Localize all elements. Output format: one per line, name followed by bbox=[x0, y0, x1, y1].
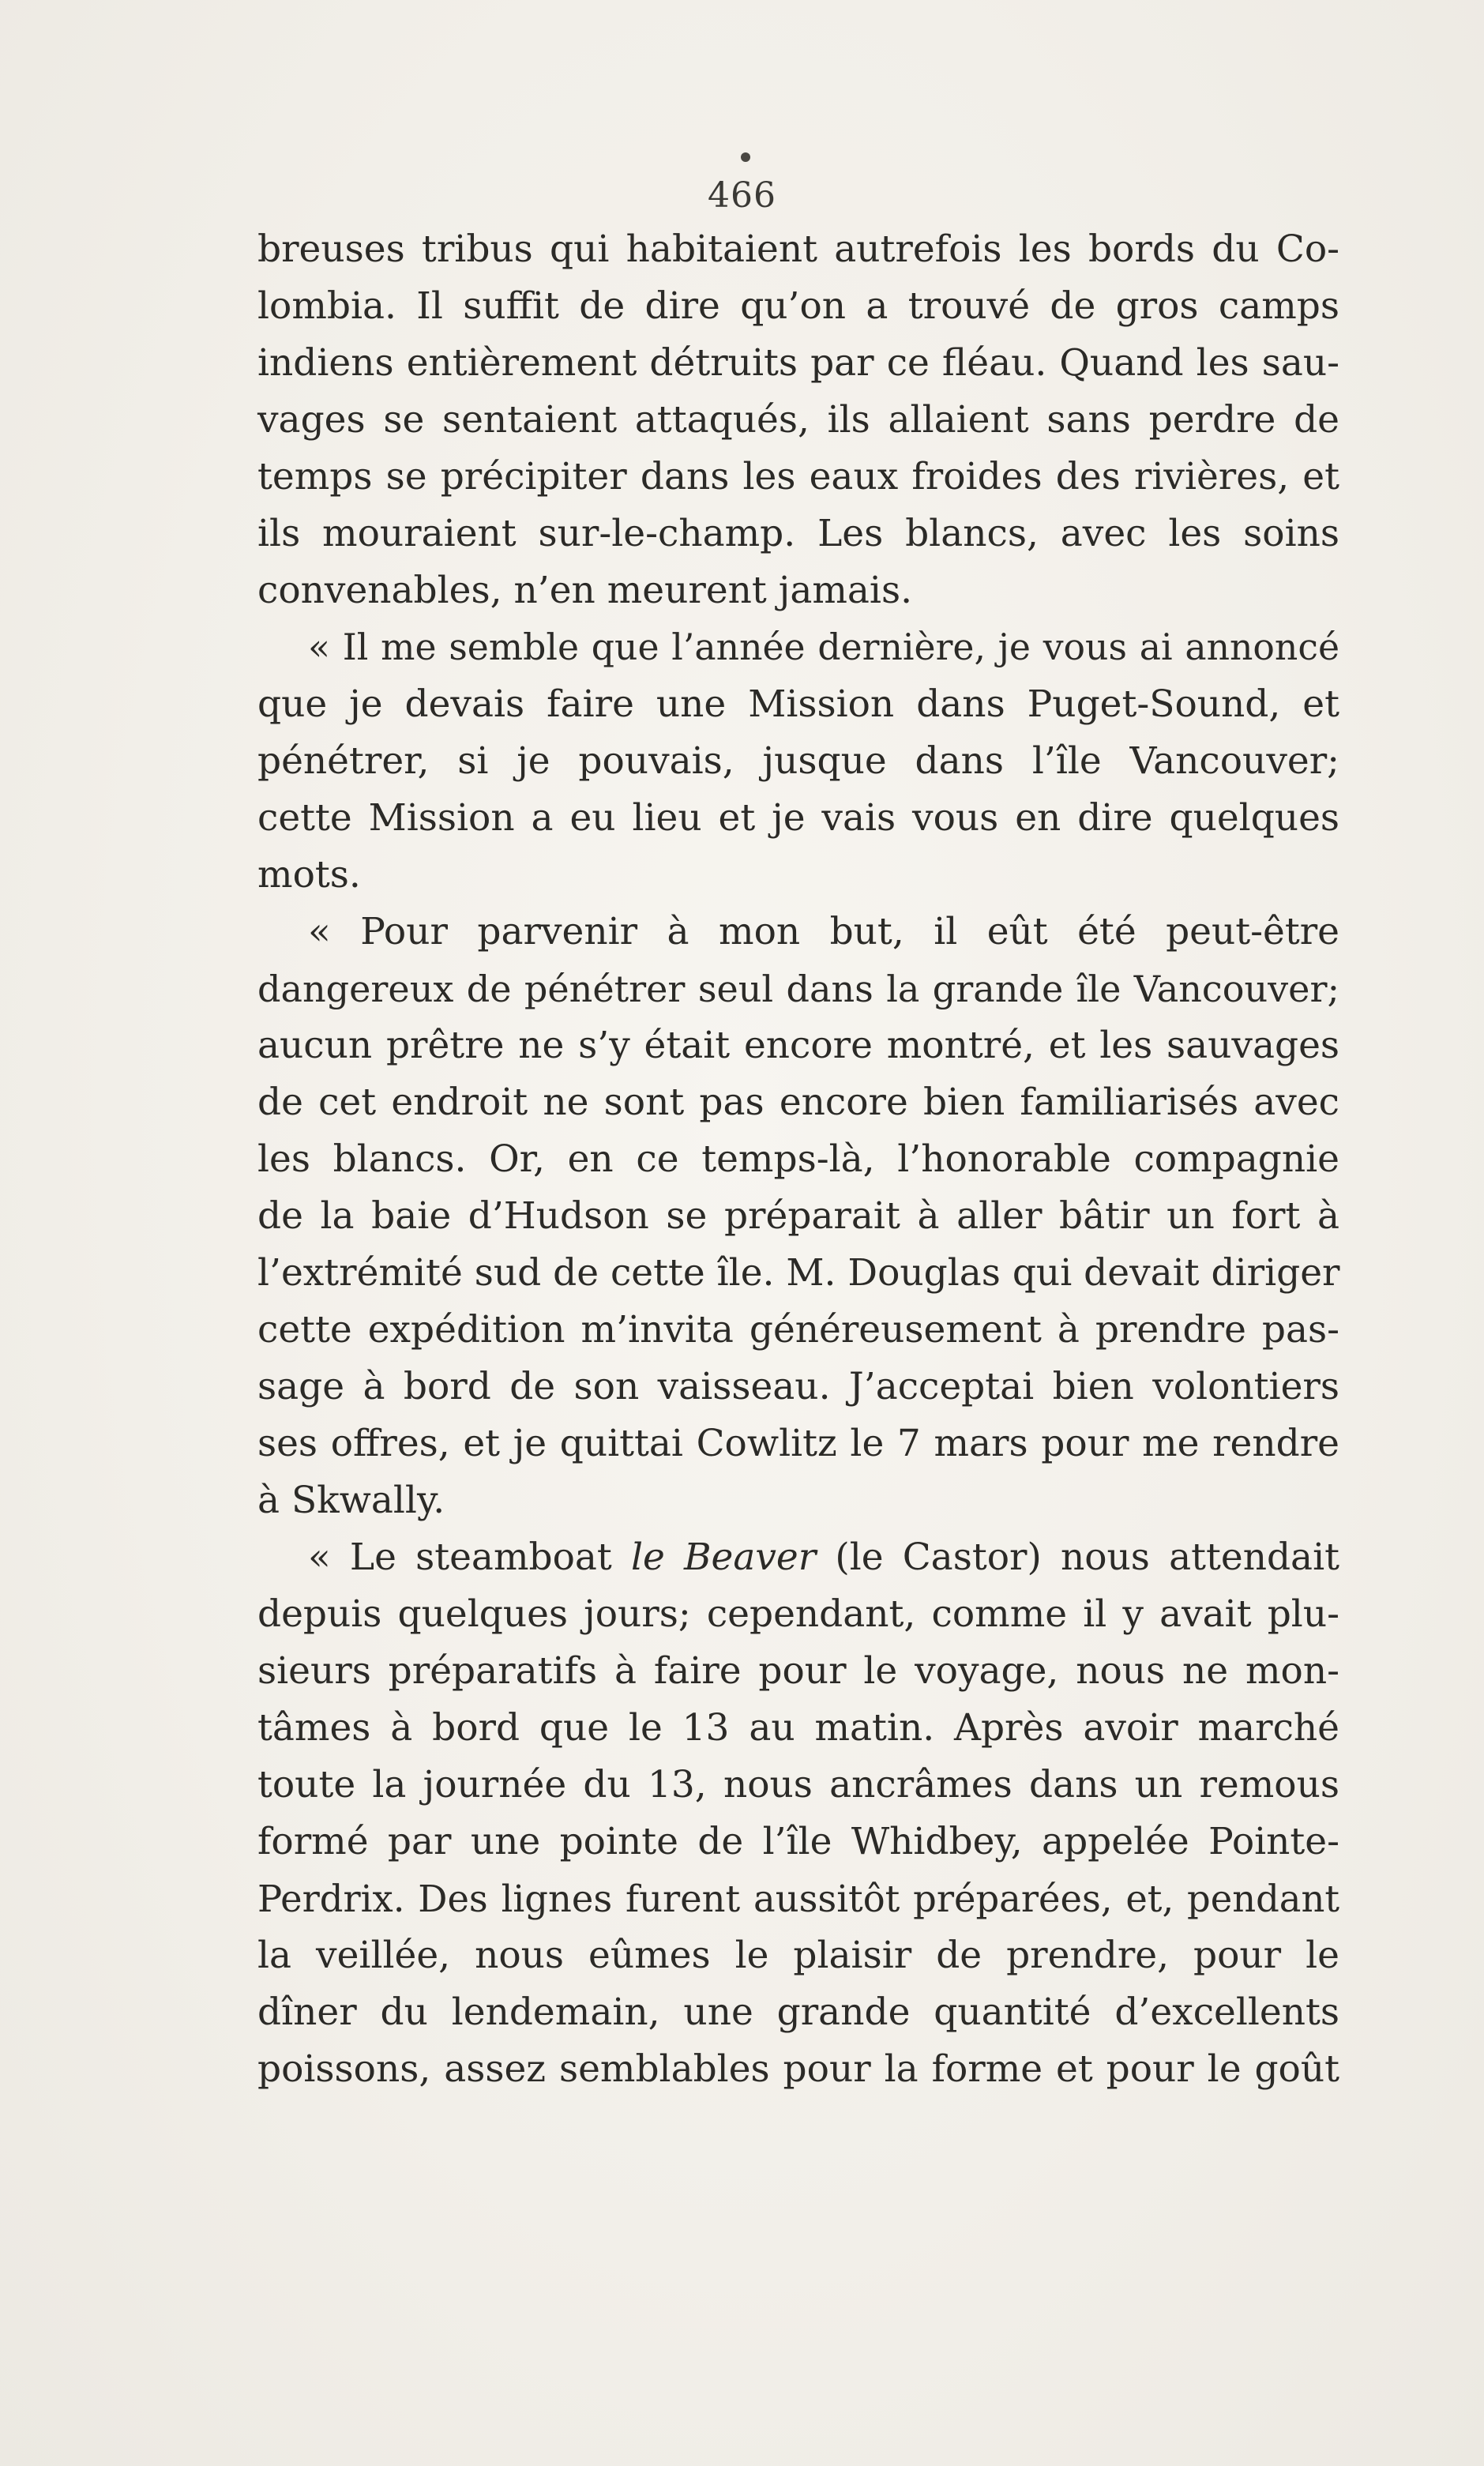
text-line: « Pour parvenir à mon but, il eût été peut-être bbox=[308, 910, 1339, 953]
text-line: « Il me semble que l’année dernière, je vous ai annoncé bbox=[308, 626, 1339, 668]
text-span: « Le steamboat bbox=[308, 1536, 631, 1579]
text-line: poissons, assez semblables pour la forme et pour le goût bbox=[257, 2047, 1339, 2091]
text-span: (le Castor) nous attendait bbox=[816, 1536, 1339, 1579]
text-line: Perdrix. Des lignes furent aussitôt préparées, et, pendant bbox=[257, 1878, 1339, 1920]
text-line: convenables, n’en meurent jamais. bbox=[257, 569, 913, 612]
text-line: cette expédition m’invita généreusement à prendre pas- bbox=[257, 1308, 1339, 1351]
text-line: à Skwally. bbox=[257, 1479, 445, 1522]
text-line: pénétrer, si je pouvais, jusque dans l’île Vancouver; bbox=[257, 739, 1339, 783]
text-line: formé par une pointe de l’île Whidbey, appelée Pointe- bbox=[257, 1820, 1339, 1863]
text-line: vages se sentaient attaqués, ils allaient sans perdre de bbox=[257, 398, 1339, 442]
ink-dot bbox=[741, 152, 750, 162]
text-line: les blancs. Or, en ce temps-là, l’honorable compagnie bbox=[257, 1137, 1339, 1181]
text-line: de cet endroit ne sont pas encore bien familiarisés avec bbox=[257, 1081, 1339, 1124]
text-line: indiens entièrement détruits par ce fléau. Quand les sau- bbox=[257, 341, 1339, 385]
text-line: breuses tribus qui habitaient autrefois les bords du Co- bbox=[257, 227, 1339, 271]
page-number: 466 bbox=[708, 175, 776, 216]
text-line: lombia. Il suffit de dire qu’on a trouvé de gros camps bbox=[257, 284, 1339, 328]
text-line: ses offres, et je quittai Cowlitz le 7 mars pour me rendre bbox=[257, 1422, 1339, 1465]
text-line: mots. bbox=[257, 853, 361, 897]
text-line: dîner du lendemain, une grande quantité d’excellents bbox=[257, 1990, 1339, 2034]
text-line: toute la journée du 13, nous ancrâmes dans un remous bbox=[257, 1763, 1339, 1806]
text-line: temps se précipiter dans les eaux froides des rivières, et bbox=[257, 455, 1339, 498]
text-line: la veillée, nous eûmes le plaisir de prendre, pour le bbox=[257, 1934, 1339, 1977]
text-line: aucun prêtre ne s’y était encore montré, et les sauvages bbox=[257, 1024, 1339, 1067]
text-line: cette Mission a eu lieu et je vais vous en dire quelques bbox=[257, 796, 1339, 840]
text-line: ils mouraient sur-le-champ. Les blancs, avec les soins bbox=[257, 512, 1339, 555]
text-line: sieurs préparatifs à faire pour le voyage, nous ne mon- bbox=[257, 1649, 1339, 1693]
text-line bbox=[257, 1529, 1339, 1586]
text-line: sage à bord de son vaisseau. J’acceptai bien volontiers bbox=[257, 1365, 1339, 1408]
text-line: que je devais faire une Mission dans Puget-Sound, et bbox=[257, 682, 1339, 726]
text-line: l’extrémité sud de cette île. M. Douglas qui devait diriger bbox=[257, 1251, 1340, 1295]
text-line: depuis quelques jours; cependant, comme il y avait plu- bbox=[257, 1592, 1339, 1636]
ship-name: le Beaver bbox=[630, 1536, 817, 1579]
body-text bbox=[257, 221, 1339, 2098]
text-line: de la baie d’Hudson se préparait à aller bâtir un fort à bbox=[257, 1194, 1339, 1238]
text-line: tâmes à bord que le 13 au matin. Après avoir marché bbox=[257, 1706, 1339, 1750]
text-line: dangereux de pénétrer seul dans la grande île Vancouver; bbox=[257, 968, 1339, 1010]
